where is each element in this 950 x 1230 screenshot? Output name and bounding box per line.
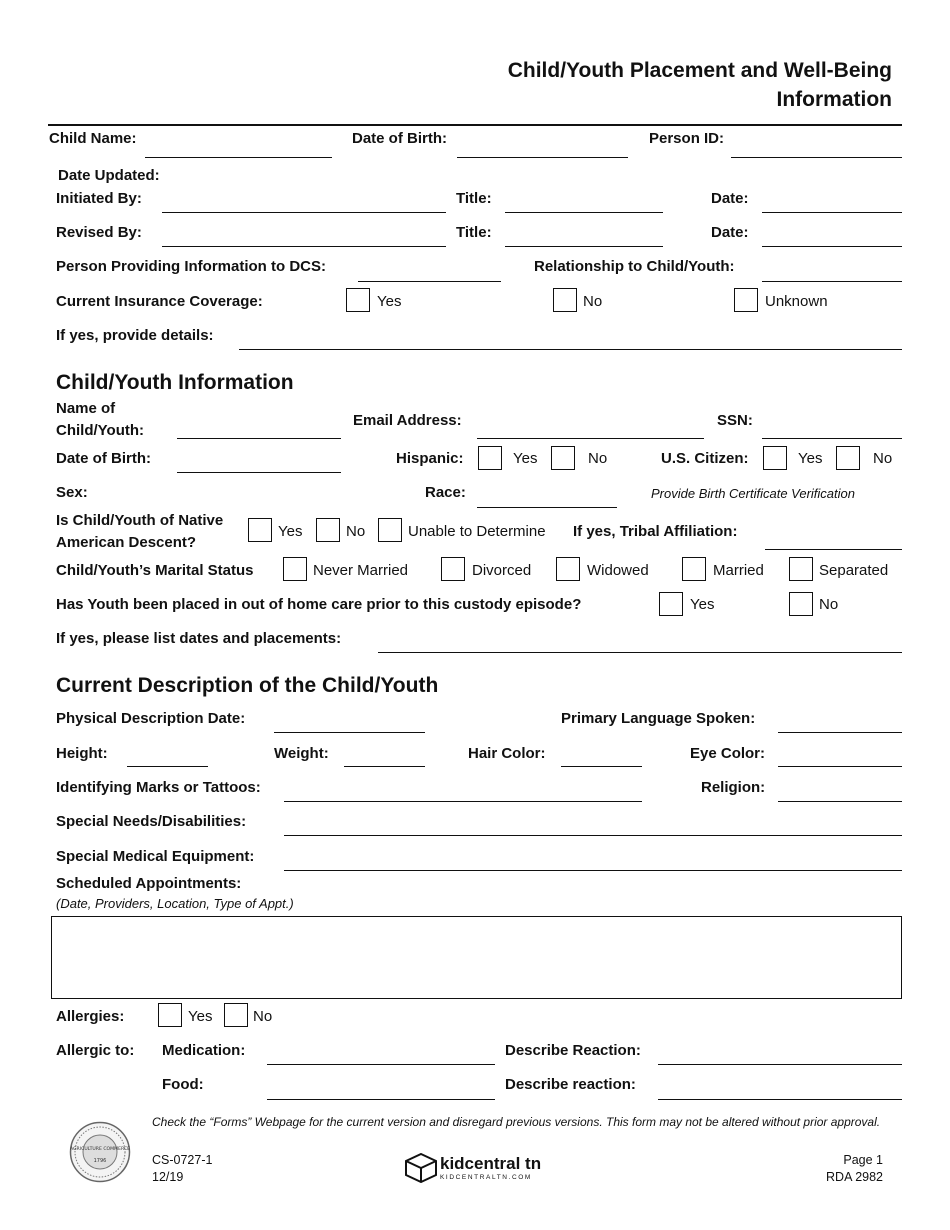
primary-language-label: Primary Language Spoken: <box>561 710 756 727</box>
child-dob-field[interactable] <box>177 472 341 473</box>
insurance-unknown-checkbox[interactable] <box>734 288 758 312</box>
native-no-label: No <box>346 523 366 540</box>
medication-label: Medication: <box>162 1042 246 1059</box>
initiated-title-field[interactable] <box>505 212 663 213</box>
hair-color-label: Hair Color: <box>468 745 546 762</box>
native-yes-label: Yes <box>278 523 303 540</box>
medical-equipment-field[interactable] <box>284 870 902 871</box>
physical-date-field[interactable] <box>274 732 425 733</box>
medication-reaction-field[interactable] <box>658 1064 902 1065</box>
insurance-details-label: If yes, provide details: <box>56 327 214 344</box>
insurance-unknown-label: Unknown <box>765 293 828 310</box>
initiated-title-label: Title: <box>456 190 492 207</box>
allergies-label: Allergies: <box>56 1008 125 1025</box>
appointments-box[interactable] <box>51 916 902 999</box>
title-divider <box>48 124 902 126</box>
child-info-heading: Child/Youth Information <box>56 371 294 394</box>
hispanic-yes-checkbox[interactable] <box>478 446 502 470</box>
food-reaction-field[interactable] <box>658 1099 902 1100</box>
marital-status-label: Child/Youth’s Marital Status <box>56 562 254 579</box>
native-unable-label: Unable to Determine <box>408 523 546 540</box>
placed-prior-yes-label: Yes <box>690 596 715 613</box>
email-field[interactable] <box>477 438 704 439</box>
person-providing-field[interactable] <box>358 281 501 282</box>
placed-prior-yes-checkbox[interactable] <box>659 592 683 616</box>
hair-color-field[interactable] <box>561 766 642 767</box>
initiated-date-label: Date: <box>711 190 749 207</box>
initiated-date-field[interactable] <box>762 212 902 213</box>
citizen-no-label: No <box>873 450 893 467</box>
birth-certificate-note: Provide Birth Certificate Verification <box>651 486 855 501</box>
seal-text: AGRICULTURE COMMERCE <box>69 1147 131 1152</box>
physical-date-label: Physical Description Date: <box>56 710 246 727</box>
food-label: Food: <box>162 1076 204 1093</box>
insurance-yes-checkbox[interactable] <box>346 288 370 312</box>
revised-date-field[interactable] <box>762 246 902 247</box>
insurance-no-checkbox[interactable] <box>553 288 577 312</box>
us-citizen-label: U.S. Citizen: <box>661 450 749 467</box>
divorced-checkbox[interactable] <box>441 557 465 581</box>
placed-prior-no-checkbox[interactable] <box>789 592 813 616</box>
medical-equipment-label: Special Medical Equipment: <box>56 848 255 865</box>
email-label: Email Address: <box>353 412 462 429</box>
native-unable-checkbox[interactable] <box>378 518 402 542</box>
insurance-yes-label: Yes <box>377 293 402 310</box>
hispanic-label: Hispanic: <box>396 450 464 467</box>
revised-by-label: Revised By: <box>56 224 142 241</box>
revised-date-label: Date: <box>711 224 749 241</box>
initiated-by-field[interactable] <box>162 212 446 213</box>
widowed-checkbox[interactable] <box>556 557 580 581</box>
hispanic-no-checkbox[interactable] <box>551 446 575 470</box>
special-needs-label: Special Needs/Disabilities: <box>56 813 247 830</box>
never-married-label: Never Married <box>313 562 409 579</box>
widowed-label: Widowed <box>587 562 649 579</box>
placed-prior-label: Has Youth been placed in out of home care prior to this custody episode? <box>56 596 582 613</box>
citizen-no-checkbox[interactable] <box>836 446 860 470</box>
special-needs-field[interactable] <box>284 835 902 836</box>
never-married-checkbox[interactable] <box>283 557 307 581</box>
seal-year: 1796 <box>93 1158 107 1164</box>
hispanic-no-label: No <box>588 450 608 467</box>
ssn-label: SSN: <box>717 412 753 429</box>
person-id-field[interactable] <box>731 157 902 158</box>
list-dates-field[interactable] <box>378 652 902 653</box>
state-seal-icon <box>69 1121 131 1183</box>
insurance-no-label: No <box>583 293 603 310</box>
appointments-label: Scheduled Appointments: <box>56 875 242 892</box>
separated-label: Separated <box>819 562 889 579</box>
form-title-line1: Child/Youth Placement and Well-Being <box>507 59 892 82</box>
separated-checkbox[interactable] <box>789 557 813 581</box>
footer-notice: Check the “Forms” Webpage for the current version and disregard previous versions. This form may not be altered without prior approval. <box>152 1115 881 1129</box>
kidcentral-logo-icon <box>405 1153 437 1183</box>
married-label: Married <box>713 562 764 579</box>
eye-color-label: Eye Color: <box>690 745 766 762</box>
relationship-field[interactable] <box>762 281 902 282</box>
date-of-birth-field[interactable] <box>457 157 628 158</box>
marks-field[interactable] <box>284 801 642 802</box>
description-heading: Current Description of the Child/Youth <box>56 674 439 697</box>
sex-label: Sex: <box>56 484 88 501</box>
primary-language-field[interactable] <box>778 732 902 733</box>
child-dob-label: Date of Birth: <box>56 450 151 467</box>
list-dates-label: If yes, please list dates and placements: <box>56 630 342 647</box>
allergies-no-checkbox[interactable] <box>224 1003 248 1027</box>
child-name-line2-label: Child/Youth: <box>56 422 145 439</box>
eye-color-field[interactable] <box>778 766 902 767</box>
date-of-birth-label: Date of Birth: <box>352 130 447 147</box>
describe-reaction-label: Describe Reaction: <box>505 1042 641 1059</box>
initiated-by-label: Initiated By: <box>56 190 142 207</box>
describe-reaction-food-label: Describe reaction: <box>505 1076 636 1093</box>
race-label: Race: <box>425 484 466 501</box>
weight-field[interactable] <box>344 766 425 767</box>
allergic-to-label: Allergic to: <box>56 1042 135 1059</box>
child-name-line1-label: Name of <box>56 400 116 417</box>
native-no-checkbox[interactable] <box>316 518 340 542</box>
height-field[interactable] <box>127 766 208 767</box>
insurance-label: Current Insurance Coverage: <box>56 293 263 310</box>
tribal-affiliation-field[interactable] <box>765 549 902 550</box>
kidcentral-logo-url: KIDCENTRALTN.COM <box>440 1174 532 1181</box>
weight-label: Weight: <box>274 745 329 762</box>
married-checkbox[interactable] <box>682 557 706 581</box>
relationship-label: Relationship to Child/Youth: <box>534 258 735 275</box>
insurance-details-field[interactable] <box>239 349 902 350</box>
tribal-affiliation-label: If yes, Tribal Affiliation: <box>573 523 738 540</box>
child-youth-name-field[interactable] <box>177 438 341 439</box>
revised-title-label: Title: <box>456 224 492 241</box>
native-line1-label: Is Child/Youth of Native <box>56 512 224 529</box>
height-label: Height: <box>56 745 108 762</box>
ssn-field[interactable] <box>762 438 902 439</box>
form-title-line2: Information <box>776 88 892 111</box>
allergies-yes-checkbox[interactable] <box>158 1003 182 1027</box>
kidcentral-logo-text: kidcentral tn <box>440 1154 542 1173</box>
placed-prior-no-label: No <box>819 596 839 613</box>
rda-number: RDA 2982 <box>826 1170 883 1184</box>
medication-field[interactable] <box>267 1064 495 1065</box>
divorced-label: Divorced <box>472 562 532 579</box>
citizen-yes-label: Yes <box>798 450 823 467</box>
food-field[interactable] <box>267 1099 495 1100</box>
child-name-label: Child Name: <box>49 130 137 147</box>
religion-field[interactable] <box>778 801 902 802</box>
religion-label: Religion: <box>701 779 766 796</box>
form-title <box>508 56 892 114</box>
form-number: CS-0727-1 <box>152 1153 213 1167</box>
form-date: 12/19 <box>152 1170 184 1184</box>
native-yes-checkbox[interactable] <box>248 518 272 542</box>
appointments-hint: (Date, Providers, Location, Type of Appt.) <box>56 896 294 911</box>
allergies-no-label: No <box>253 1008 273 1025</box>
citizen-yes-checkbox[interactable] <box>763 446 787 470</box>
hispanic-yes-label: Yes <box>513 450 538 467</box>
marks-label: Identifying Marks or Tattoos: <box>56 779 261 796</box>
native-line2-label: American Descent? <box>56 534 197 551</box>
race-field[interactable] <box>477 507 617 508</box>
person-providing-label: Person Providing Information to DCS: <box>56 258 327 275</box>
revised-by-field[interactable] <box>162 246 446 247</box>
person-id-label: Person ID: <box>649 130 725 147</box>
page-number: Page 1 <box>843 1153 883 1167</box>
date-updated-label: Date Updated: <box>58 167 160 184</box>
allergies-yes-label: Yes <box>188 1008 213 1025</box>
revised-title-field[interactable] <box>505 246 663 247</box>
child-name-field[interactable] <box>145 157 332 158</box>
